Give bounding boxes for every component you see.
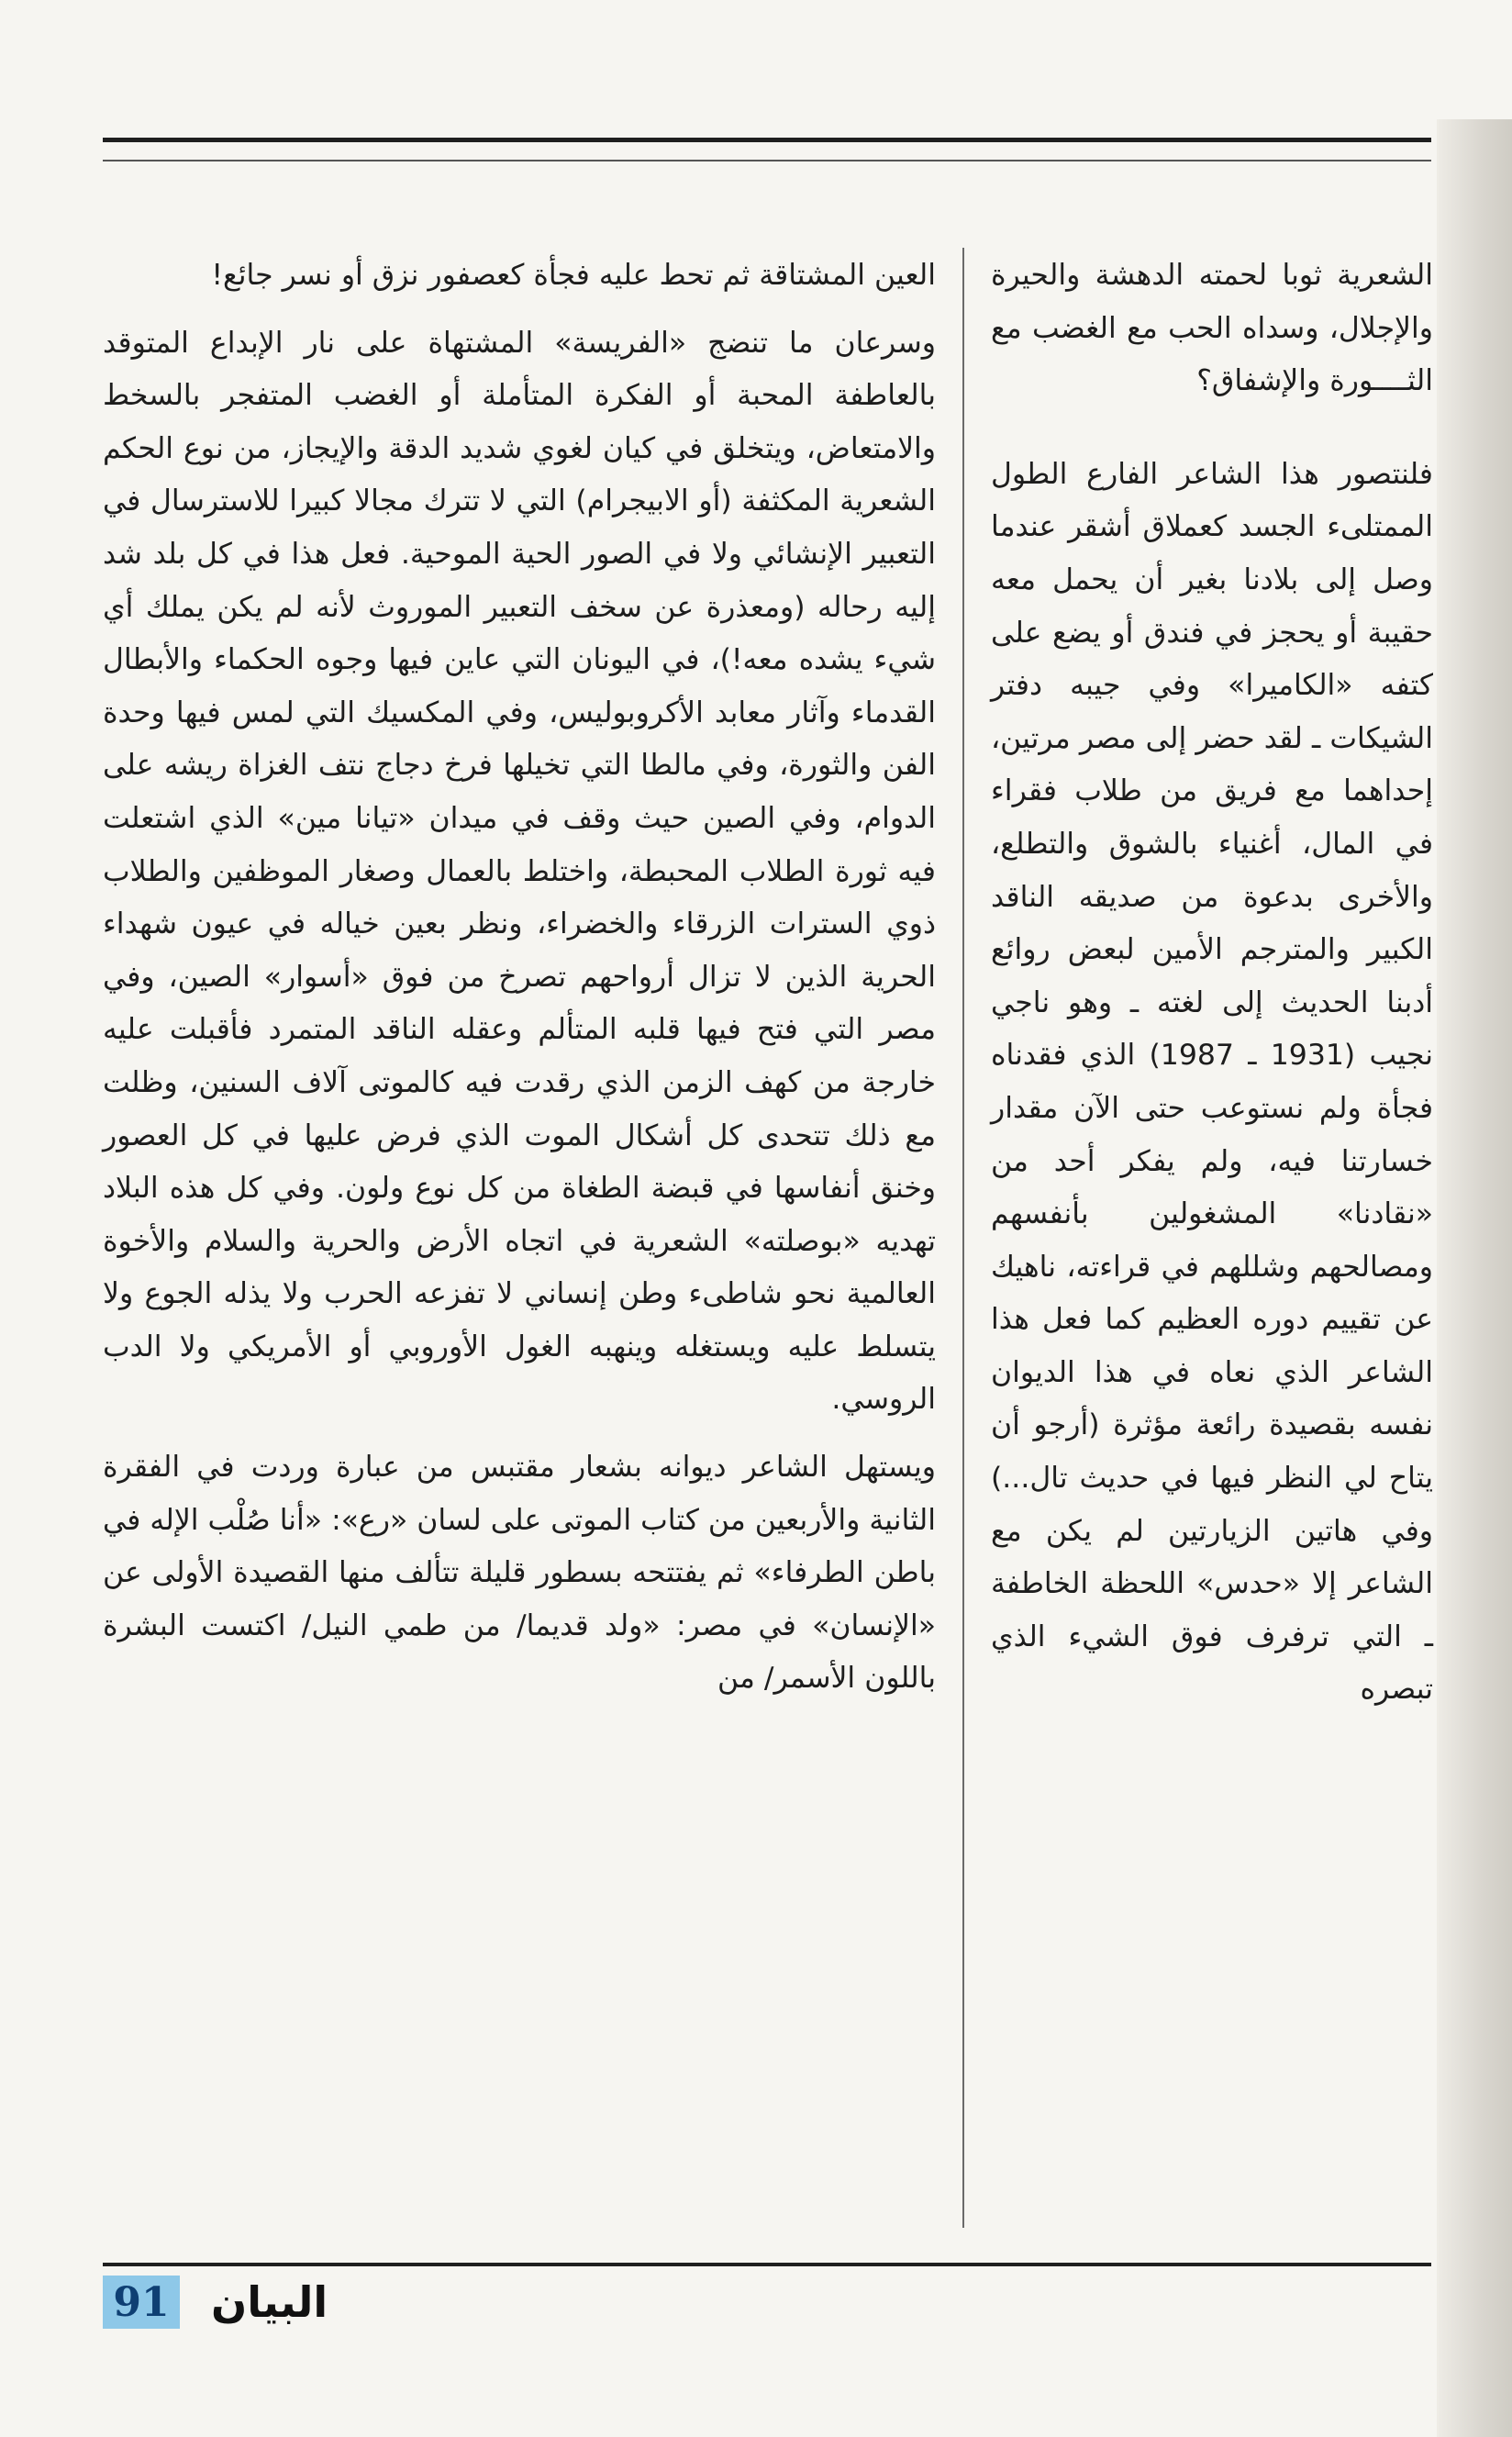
paragraph: العين المشتاقة ثم تحط عليه فجأة كعصفور نزق أو نسر جائع! [211,259,936,292]
footer-rule [103,2263,1431,2266]
page-edge-shadow [1437,119,1512,2437]
paragraph: ويستهل الشاعر ديوانه بشعار مقتبس من عبارة وردت في الفقرة الثانية والأربعين من كتاب الموتى على لسان «رع»: «أنا صُلْب الإله في باطن الطرفاء» ثم يفتتحه بسطور قليلة تتألف منها القصيدة الأولى عن «الإنسان» في مصر: «ولد قديما/ من طمي النيل/ اكتست البشرة باللون الأسمر/ من [103,1451,936,1696]
header-rule-thick [103,138,1431,142]
magazine-name: البيان [211,2277,328,2327]
page-number: 91 [113,2278,170,2326]
header-rule-thin [103,160,1431,161]
paragraph: الشعرية ثوبا لحمته الدهشة والحيرة والإجلال، وسداه الحب مع الغضب مع الثــــورة والإشفاق؟ [991,259,1433,398]
page-number-badge [103,2276,180,2329]
paragraph: وسرعان ما تنضج «الفريسة» المشتهاة على نار الإبداع المتوقد بالعاطفة المحبة أو الفكرة المتأملة أو الغضب المتفجر بالسخط والامتعاض، ويتخلق في كيان لغوي شديد الدقة والإيجاز، من نوع الحكم الشعرية المكثفة (أو الابيجرام) التي لا تترك مجالا كبيرا للاسترسال في التعبير الإنشائي ولا في الصور الحية الموحية. فعل هذا في كل بلد شد إليه رحاله (ومعذرة عن سخف التعبير الموروث لأنه لم يكن يملك أي شيء يشده معه!)، في اليونان التي عاين فيها وجوه الحكماء والأبطال القدماء وآثار معابد الأكروبوليس، وفي المكسيك التي لمس فيها وحدة الفن والثورة، وفي مالطا التي تخيلها فرخ دجاج نتف الغزاة ريشه على الدوام، وفي الصين حيث وقف في ميدان «تيانا مين» الذي اشتعلت فيه ثورة الطلاب المحبطة، واختلط بالعمال وصغار الموظفين والطلاب ذوي السترات الزرقاء والخضراء، ونظر بعين خياله في عيون شهداء الحرية الذين لا تزال أرواحهم تصرخ من فوق «أسوار» الصين، وفي مصر التي فتح فيها قلبه المتألم وعقله الناقد المتمرد فأقبلت عليه خارجة من كهف الزمن الذي رقدت فيه كالموتى آلاف السنين، وظلت مع ذلك تتحدى كل أشكال الموت الذي فرض عليها في كل العصور وخنق أنفاسها في قبضة الطغاة من كل نوع ولون. وفي كل هذه البلاد تهديه «بوصلته» الشعرية في اتجاه الأرض والحرية والسلام والأخوة العالمية نحو شاطىء وطن إنساني لا تفزعه الحرب ولا يذله الجوع ولا يتسلط عليه ويستغله وينهبه الغول الأوروبي أو الأمريكي ولا الدب الروسي. [103,326,936,1417]
right-text-column [991,250,1433,1717]
column-divider [962,248,964,2228]
paragraph: فلنتصور هذا الشاعر الفارع الطول الممتلىء الجسد كعملاق أشقر عندما وصل إلى بلادنا بغير أن يحمل معه حقيبة أو يحجز في فندق أو يضع على كتفه «الكاميرا» وفي جيبه دفتر الشيكات ـ لقد حضر إلى مصر مرتين، إحداهما مع فريق من طلاب فقراء في المال، أغنياء بالشوق والتطلع، والأخرى بدعوة من صديقه الناقد الكبير والمترجم الأمين لبعض روائع أدبنا الحديث إلى لغته ـ وهو ناجي نجيب (1931 ـ 1987) الذي فقدناه فجأة ولم نستوعب حتى الآن مقدار خسارتنا فيه، ولم يفكر أحد من «نقادنا» المشغولين بأنفسهم ومصالحهم وشللهم في قراءته، ناهيك عن تقييم دوره العظيم كما فعل هذا الشاعر الذي نعاه في هذا الديوان نفسه بقصيدة رائعة مؤثرة (أرجو أن يتاح لي النظر فيها في حديث تال...) وفي هاتين الزيارتين لم يكن مع الشاعر إلا «حدس» اللحظة الخاطفة ـ التي ترفرف فوق الشيء الذي تبصره [991,457,1434,1707]
left-text-column [103,250,936,1706]
